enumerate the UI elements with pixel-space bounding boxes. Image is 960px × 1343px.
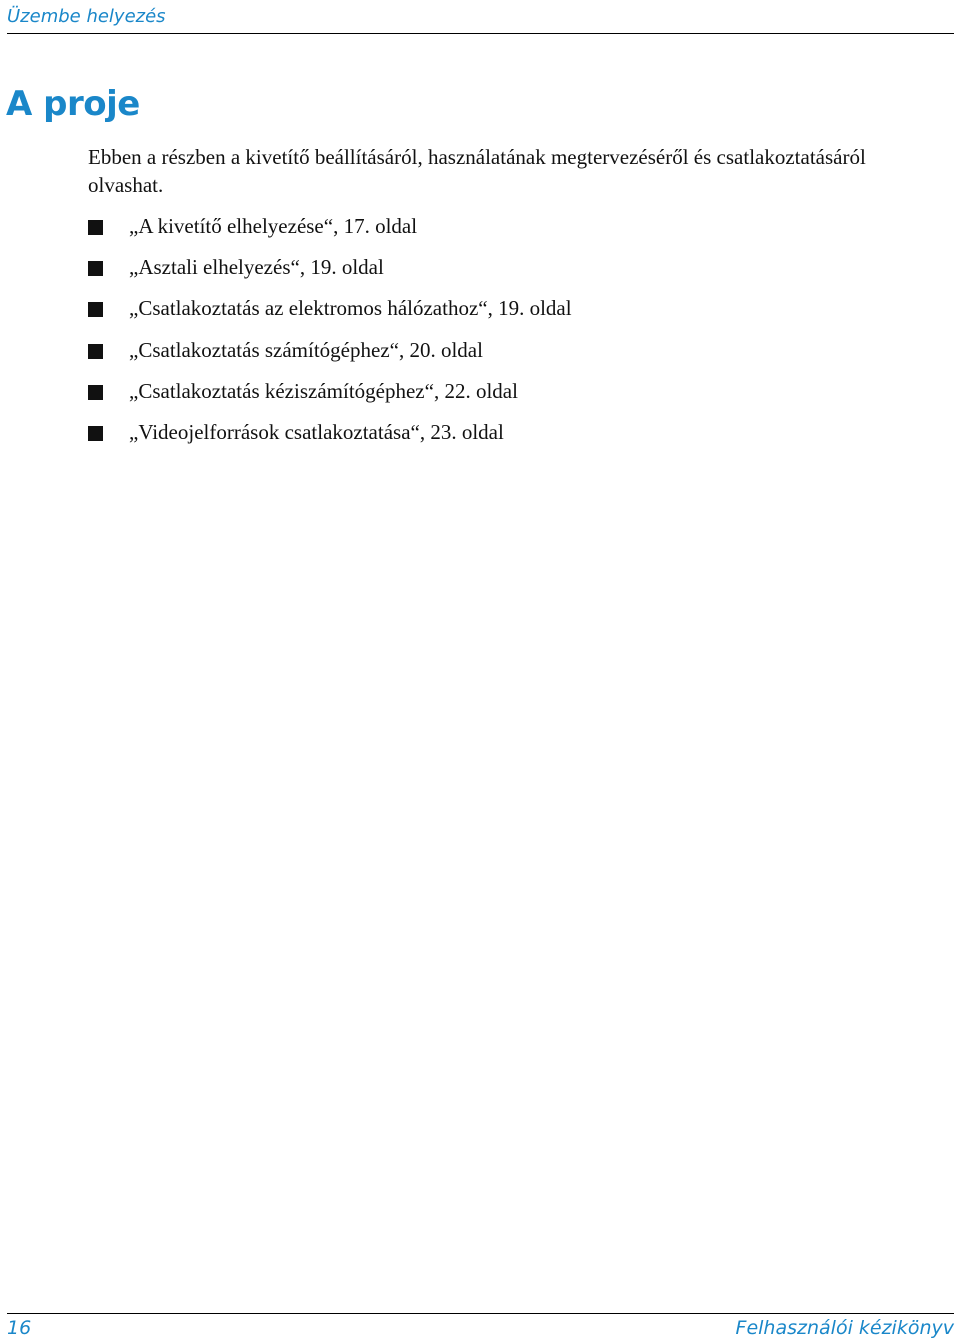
toc-link-handheld-connection[interactable]: „Csatlakoztatás kéziszámítógéphez“, 22. oldal [129,378,518,403]
toc-link-projector-placement[interactable]: „A kivetítő elhelyezése“, 17. oldal [129,214,418,238]
square-bullet-icon [88,220,103,235]
square-bullet-icon [88,344,103,359]
square-bullet-icon [88,385,103,400]
document-title: Felhasználói kézikönyv [735,1317,954,1339]
intro-paragraph: Ebben a részben a kivetítő beállításáról, használatának megtervezéséről és csatlakoztatásáról olvashat. [88,145,866,197]
page-number: 16 [7,1317,32,1339]
toc-link-power-connection[interactable]: „Csatlakoztatás az elektromos hálózathoz“, 19. oldal [129,296,572,321]
page-title: A proje [6,84,140,124]
square-bullet-icon [88,426,103,441]
toc-link-computer-connection[interactable]: „Csatlakoztatás számítógéphez“, 20. oldal [129,337,483,362]
square-bullet-icon [88,302,103,317]
toc-link-table-placement[interactable]: „Asztali elhelyezés“, 19. oldal [129,255,384,280]
page-footer [7,1313,954,1343]
page-header [7,5,954,34]
square-bullet-icon [88,261,103,276]
header-section-title: Üzembe helyezés [7,6,166,27]
toc-link-video-sources[interactable]: „Videojelforrások csatlakoztatása“, 23. oldal [129,419,504,444]
